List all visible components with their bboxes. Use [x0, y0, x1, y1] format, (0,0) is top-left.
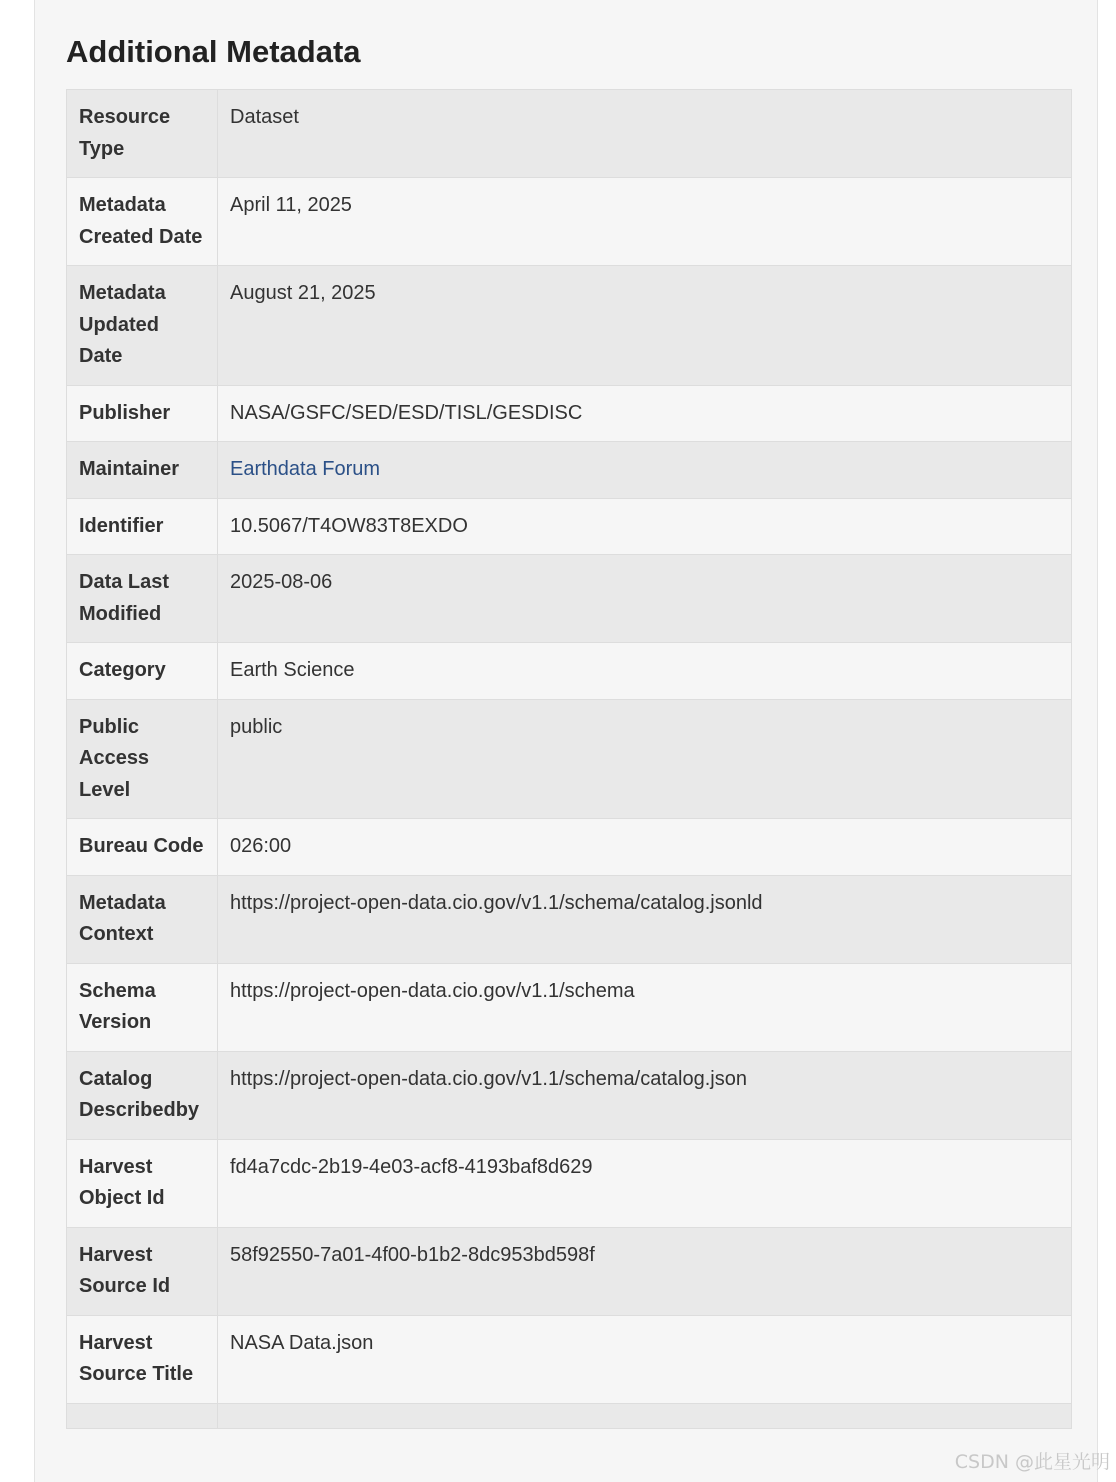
row-value: 10.5067/T4OW83T8EXDO	[218, 498, 1072, 555]
table-row-bureau-code	[67, 819, 1072, 876]
table-row-metadata-context	[67, 875, 1072, 963]
row-label: Schema Version	[67, 963, 218, 1051]
row-label	[67, 1403, 218, 1428]
row-value: https://project-open-data.cio.gov/v1.1/schema/catalog.json	[218, 1051, 1072, 1139]
row-value	[218, 1403, 1072, 1428]
row-value: https://project-open-data.cio.gov/v1.1/schema/catalog.jsonld	[218, 875, 1072, 963]
row-value: NASA Data.json	[218, 1315, 1072, 1403]
table-row-identifier	[67, 498, 1072, 555]
row-label: Metadata Updated Date	[67, 266, 218, 386]
row-value: August 21, 2025	[218, 266, 1072, 386]
table-row-harvest-source-title	[67, 1315, 1072, 1403]
table-row-maintainer	[67, 442, 1072, 499]
row-label: Metadata Context	[67, 875, 218, 963]
table-row-public-access-level	[67, 699, 1072, 819]
table-row-category	[67, 643, 1072, 700]
metadata-panel	[34, 0, 1098, 1482]
row-label: Harvest Source Id	[67, 1227, 218, 1315]
table-row-harvest-source-id	[67, 1227, 1072, 1315]
row-value-cell	[218, 442, 1072, 499]
table-row-metadata-updated-date	[67, 266, 1072, 386]
row-label: Identifier	[67, 498, 218, 555]
section-title: Additional Metadata	[66, 34, 361, 69]
row-value: Dataset	[218, 90, 1072, 178]
table-row-data-last-modified	[67, 555, 1072, 643]
row-value: April 11, 2025	[218, 178, 1072, 266]
row-label: Resource Type	[67, 90, 218, 178]
row-value: 2025-08-06	[218, 555, 1072, 643]
row-value: 026:00	[218, 819, 1072, 876]
row-label: Harvest Object Id	[67, 1139, 218, 1227]
maintainer-link[interactable]: Earthdata Forum	[230, 458, 381, 480]
table-row-schema-version	[67, 963, 1072, 1051]
table-row-metadata-created-date	[67, 178, 1072, 266]
row-label: Category	[67, 643, 218, 700]
metadata-table	[66, 89, 1072, 1429]
row-value: https://project-open-data.cio.gov/v1.1/schema	[218, 963, 1072, 1051]
table-row-partial	[67, 1403, 1072, 1428]
row-value: public	[218, 699, 1072, 819]
table-row-resource-type	[67, 90, 1072, 178]
row-value: Earth Science	[218, 643, 1072, 700]
row-label: Harvest Source Title	[67, 1315, 218, 1403]
watermark-text: CSDN @此星光明	[954, 1451, 1110, 1473]
row-label: Maintainer	[67, 442, 218, 499]
table-row-publisher	[67, 385, 1072, 442]
row-label: Public Access Level	[67, 699, 218, 819]
row-label: Data Last Modified	[67, 555, 218, 643]
row-label: Publisher	[67, 385, 218, 442]
row-value: 58f92550-7a01-4f00-b1b2-8dc953bd598f	[218, 1227, 1072, 1315]
row-label: Bureau Code	[67, 819, 218, 876]
row-value: NASA/GSFC/SED/ESD/TISL/GESDISC	[218, 385, 1072, 442]
row-label: Metadata Created Date	[67, 178, 218, 266]
table-row-catalog-describedby	[67, 1051, 1072, 1139]
row-label: Catalog Describedby	[67, 1051, 218, 1139]
row-value: fd4a7cdc-2b19-4e03-acf8-4193baf8d629	[218, 1139, 1072, 1227]
table-row-harvest-object-id	[67, 1139, 1072, 1227]
